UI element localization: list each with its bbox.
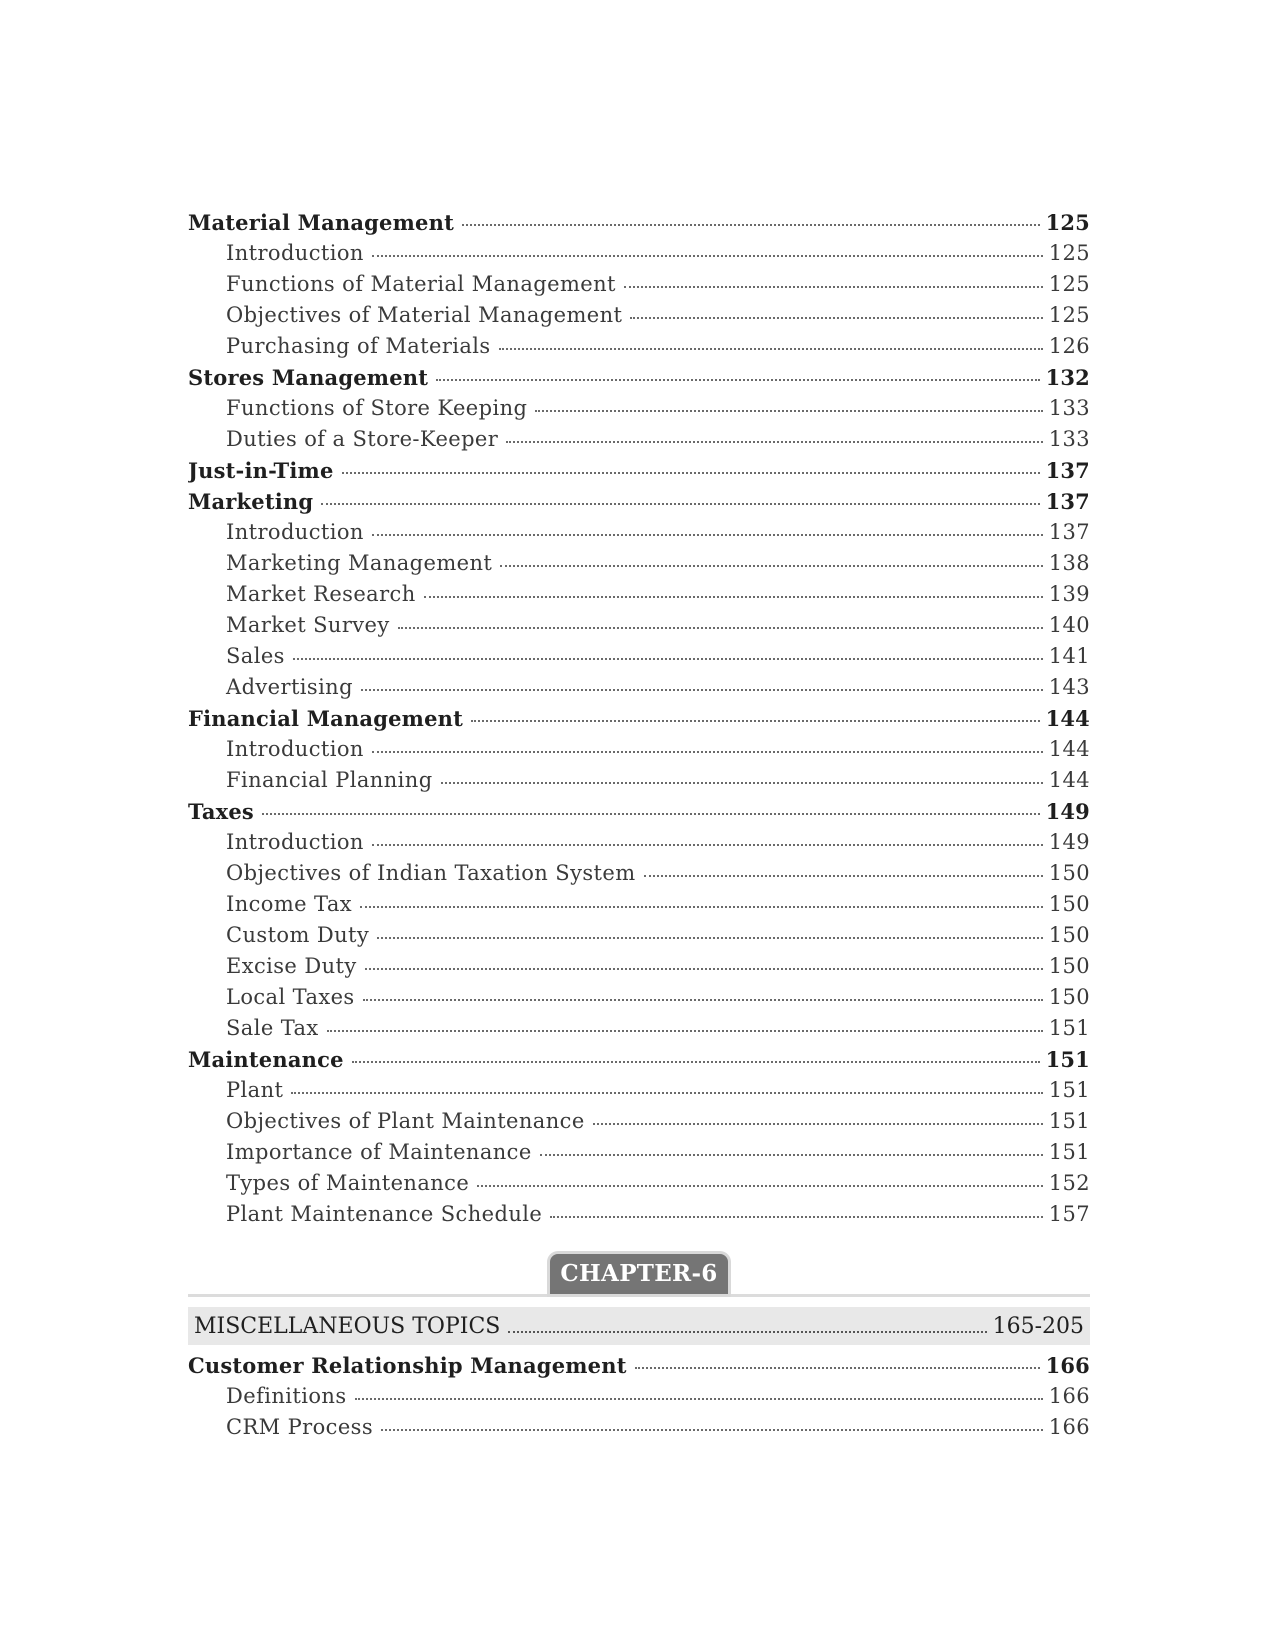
entry-title: Financial Management [188,706,464,731]
toc-subsection-entry[interactable] [188,858,1090,889]
dot-leader [436,379,1039,381]
toc-subsection-entry[interactable] [188,424,1090,455]
dot-leader [355,1398,1043,1400]
entry-title: Plant [226,1078,284,1102]
page-number: 166 [1048,1415,1090,1439]
toc-subsection-entry[interactable] [188,1168,1090,1199]
dot-leader [424,596,1043,598]
toc-subsection-entry[interactable] [188,1013,1090,1044]
dot-leader [327,1030,1043,1032]
dot-leader [372,844,1043,846]
entry-title: Introduction [226,830,364,854]
dot-leader [372,751,1043,753]
entry-title: Introduction [226,737,364,761]
page-number: 125 [1048,303,1090,327]
entry-title: Objectives of Indian Taxation System [226,861,636,885]
dot-leader [624,286,1043,288]
page-number: 151 [1048,1140,1090,1164]
page-number: 125 [1048,272,1090,296]
page-number: 151 [1048,1016,1090,1040]
entry-title: Marketing [188,489,314,514]
dot-leader [477,1185,1043,1187]
page-number: 150 [1048,923,1090,947]
entry-title: Financial Planning [226,768,433,792]
toc-section-entry[interactable] [188,796,1090,827]
chapter-divider [188,1294,1090,1297]
entry-title: Duties of a Store-Keeper [226,427,499,451]
dot-leader [321,503,1039,505]
page-number: 144 [1048,768,1090,792]
page-number: 144 [1045,706,1090,731]
entry-title: Custom Duty [226,923,370,947]
entry-title: Objectives of Material Management [226,303,623,327]
toc-subsection-entry[interactable] [188,765,1090,796]
toc-subsection-entry[interactable] [188,672,1090,703]
dot-leader [462,224,1040,226]
entry-title: Objectives of Plant Maintenance [226,1109,585,1133]
dot-leader [291,1092,1042,1094]
dot-leader [361,689,1043,691]
toc-subsection-entry[interactable] [188,1412,1090,1443]
dot-leader [262,813,1040,815]
page-number: 150 [1048,861,1090,885]
dot-leader [398,627,1043,629]
dot-leader [500,565,1042,567]
dot-leader [363,999,1043,1001]
page-number: 138 [1048,551,1090,575]
dot-leader [352,1061,1040,1063]
toc-subsection-entry[interactable] [188,300,1090,331]
dot-leader [360,906,1043,908]
entry-title: Taxes [188,799,254,824]
toc-subsection-entry[interactable] [188,827,1090,858]
dot-leader [372,534,1043,536]
dot-leader [372,255,1043,257]
page-number: 137 [1048,520,1090,544]
chapter-title-bar[interactable] [188,1307,1090,1345]
dot-leader [441,782,1043,784]
dot-leader [508,1331,986,1333]
entry-title: Definitions [226,1384,347,1408]
toc-subsection-entry[interactable] [188,889,1090,920]
page-number: 137 [1045,458,1090,483]
entry-title: Importance of Maintenance [226,1140,532,1164]
page-number: 125 [1048,241,1090,265]
entry-title: Material Management [188,210,454,235]
toc-subsection-entry[interactable] [188,734,1090,765]
dot-leader [506,441,1043,443]
dot-leader [499,348,1043,350]
entry-title: Marketing Management [226,551,493,575]
entry-title: Introduction [226,520,364,544]
page-number: 133 [1048,427,1090,451]
page-number: 132 [1045,365,1090,390]
entry-title: Plant Maintenance Schedule [226,1202,543,1226]
page-number: 141 [1048,644,1090,668]
page-number: 140 [1048,613,1090,637]
entry-title: Sales [226,644,285,668]
toc-section-entry[interactable] [188,207,1090,238]
toc-subsection-entry[interactable] [188,920,1090,951]
toc-subsection-entry[interactable] [188,1137,1090,1168]
entry-title: Functions of Store Keeping [226,396,528,420]
entry-title: Purchasing of Materials [226,334,491,358]
page-number: 139 [1048,582,1090,606]
page-number: 137 [1045,489,1090,514]
entry-title: Maintenance [188,1047,344,1072]
page-number: 125 [1045,210,1090,235]
entry-title: Just-in-Time [188,458,334,483]
toc-subsection-entry[interactable] [188,579,1090,610]
page-number: 150 [1048,985,1090,1009]
page-number: 149 [1048,830,1090,854]
entry-title: Sale Tax [226,1016,319,1040]
entry-title: Advertising [226,675,353,699]
entry-title: Customer Relationship Management [188,1353,627,1378]
toc-subsection-entry[interactable] [188,982,1090,1013]
toc-section-entry[interactable] [188,703,1090,734]
page-number: 166 [1048,1384,1090,1408]
page-number: 143 [1048,675,1090,699]
page-number: 166 [1045,1353,1090,1378]
page-number: 151 [1048,1078,1090,1102]
toc-subsection-entry[interactable] [188,517,1090,548]
page-number: 151 [1048,1109,1090,1133]
toc-section-entry[interactable] [188,486,1090,517]
entry-title: Types of Maintenance [226,1171,470,1195]
toc-subsection-entry[interactable] [188,269,1090,300]
dot-leader [635,1367,1040,1369]
toc-subsection-entry[interactable] [188,641,1090,672]
page-number: 149 [1045,799,1090,824]
dot-leader [365,968,1043,970]
dot-leader [342,472,1040,474]
entry-title: Stores Management [188,365,429,390]
page-number: 126 [1048,334,1090,358]
dot-leader [377,937,1043,939]
page-number: 150 [1048,892,1090,916]
dot-leader [535,410,1042,412]
entry-title: Income Tax [226,892,352,916]
chapter-title: MISCELLANEOUS TOPICS [194,1313,501,1339]
toc-subsection-entry[interactable] [188,238,1090,269]
entry-title: Local Taxes [226,985,355,1009]
toc-subsection-entry[interactable] [188,1199,1090,1230]
dot-leader [381,1429,1043,1431]
page-number: 150 [1048,954,1090,978]
page-number: 152 [1048,1171,1090,1195]
dot-leader [550,1216,1043,1218]
entry-title: Functions of Material Management [226,272,616,296]
toc-subsection-entry[interactable] [188,548,1090,579]
dot-leader [630,317,1042,319]
toc-subsection-entry[interactable] [188,1075,1090,1106]
dot-leader [593,1123,1043,1125]
dot-leader [293,658,1043,660]
toc-section-entry[interactable] [188,455,1090,486]
dot-leader [644,875,1043,877]
chapter-page-range: 165-205 [992,1313,1084,1339]
entry-title: Introduction [226,241,364,265]
toc-list [188,207,1090,1230]
toc-subsection-entry[interactable] [188,610,1090,641]
toc-subsection-entry[interactable] [188,393,1090,424]
entry-title: Excise Duty [226,954,357,978]
page-number: 157 [1048,1202,1090,1226]
page-number: 144 [1048,737,1090,761]
toc-section-entry[interactable] [188,1350,1090,1381]
toc-subsection-entry[interactable] [188,951,1090,982]
toc-subsection-entry[interactable] [188,1106,1090,1137]
toc-subsection-entry[interactable] [188,331,1090,362]
dot-leader [471,720,1040,722]
toc-subsection-entry[interactable] [188,1381,1090,1412]
page-number: 151 [1045,1047,1090,1072]
chapter-badge: CHAPTER-6 [550,1254,728,1294]
entry-title: Market Survey [226,613,390,637]
page-number: 133 [1048,396,1090,420]
entry-title: CRM Process [226,1415,374,1439]
toc-section-entry[interactable] [188,362,1090,393]
entry-title: Market Research [226,582,416,606]
toc-section-entry[interactable] [188,1044,1090,1075]
dot-leader [540,1154,1043,1156]
toc-list [188,1350,1090,1443]
